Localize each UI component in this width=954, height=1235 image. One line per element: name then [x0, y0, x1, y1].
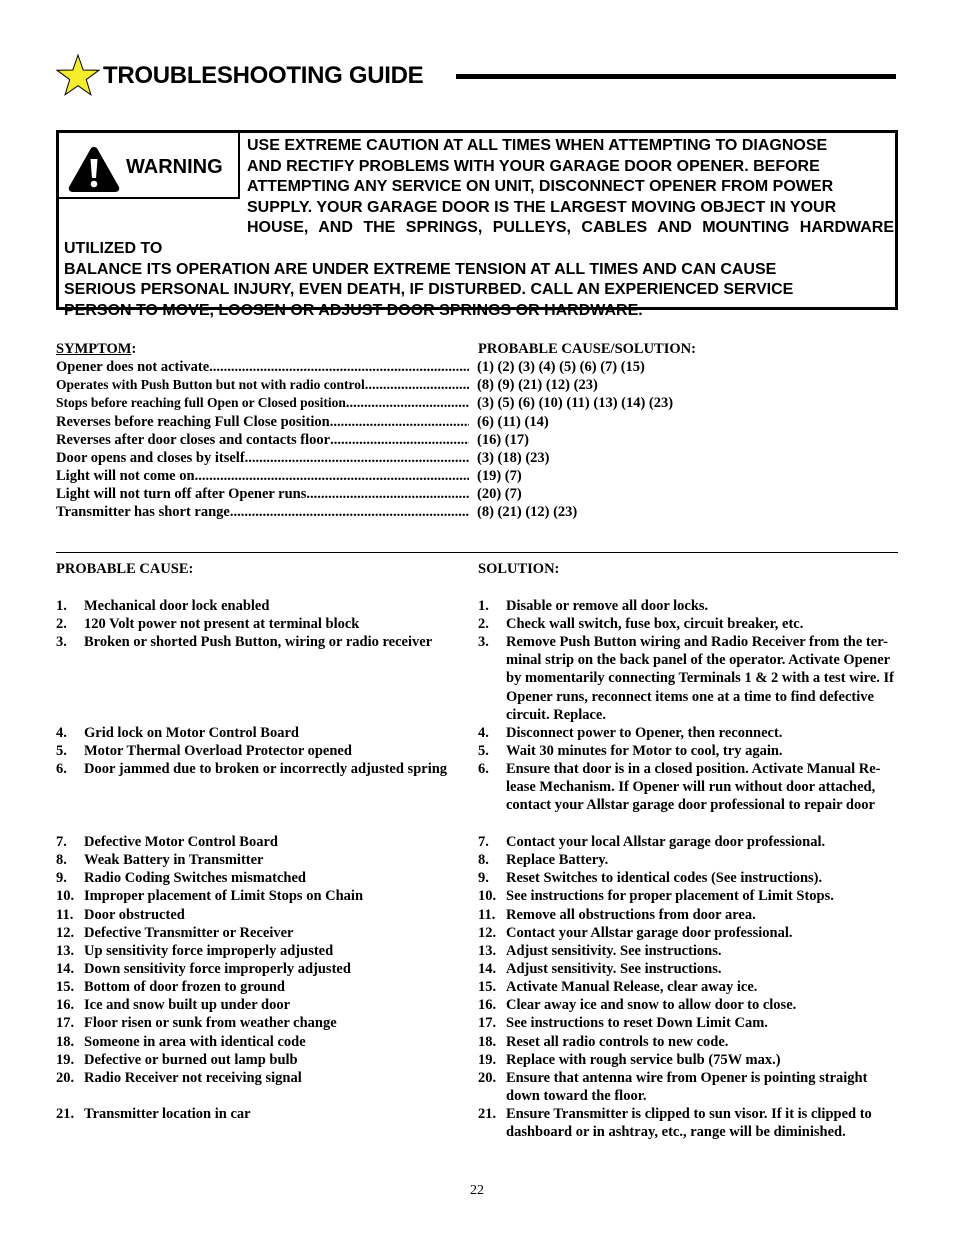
symptom-text: Operates with Push Button but not with radio control: [56, 377, 365, 392]
symptom-text: Reverses before reaching Full Close position: [56, 414, 330, 430]
symptom-row: [56, 377, 916, 395]
symptom-text: Opener does not activate: [56, 359, 210, 375]
warning-line: HOUSE, AND THE SPRINGS, PULLEYS, CABLES AND MOUNTING HARDWARE UTILIZED TO: [64, 219, 894, 257]
symptom-codes: (3) (18) (23): [477, 450, 550, 466]
symptom-text: Light will not come on: [56, 468, 195, 484]
warning-box: [56, 130, 898, 319]
symptom-text: Light will not turn off after Opener runs: [56, 486, 307, 502]
warning-line: SUPPLY. YOUR GARAGE DOOR IS THE LARGEST MOVING OBJECT IN YOUR: [247, 198, 837, 216]
cause-solution-header: PROBABLE CAUSE/SOLUTION:: [478, 341, 696, 357]
symptom-text: Transmitter has short range: [56, 504, 230, 520]
symptom-header-label: SYMPTOM: [56, 341, 132, 357]
probable-cause-header: PROBABLE CAUSE:: [56, 561, 194, 577]
title-rule: [456, 74, 896, 79]
symptom-text: Reverses after door closes and contacts floor: [56, 432, 331, 448]
symptom-text: Stops before reaching full Open or Closed position: [56, 395, 346, 410]
warning-line: USE EXTREME CAUTION AT ALL TIMES WHEN ATTEMPTING TO DIAGNOSE: [247, 137, 828, 154]
symptom-row: [56, 395, 916, 413]
symptom-codes: (16) (17): [477, 432, 529, 448]
warning-label: WARNING: [126, 156, 223, 178]
symptom-row: [56, 486, 916, 504]
symptom-row: [56, 359, 916, 377]
section-divider: [56, 552, 898, 553]
symptom-row: [56, 432, 916, 450]
symptom-row: [56, 450, 916, 468]
warning-text: [64, 136, 894, 321]
warning-line: AND RECTIFY PROBLEMS WITH YOUR GARAGE DOOR OPENER. BEFORE: [247, 157, 820, 175]
page-number: 22: [470, 1183, 484, 1198]
symptom-codes: (8) (9) (21) (12) (23): [477, 377, 598, 393]
warning-line: PERSON TO MOVE, LOOSEN OR ADJUST DOOR SPRINGS OR HARDWARE.: [64, 301, 643, 319]
solution-header: SOLUTION:: [478, 561, 560, 577]
symptom-codes: (20) (7): [477, 486, 522, 502]
symptom-codes: (19) (7): [477, 468, 522, 484]
symptom-codes: (3) (5) (6) (10) (11) (13) (14) (23): [477, 395, 674, 411]
page-header: [56, 54, 898, 100]
warning-line: ATTEMPTING ANY SERVICE ON UNIT, DISCONNECT OPENER FROM POWER: [247, 178, 834, 196]
page-title: TROUBLESHOOTING GUIDE: [103, 62, 424, 89]
symptom-codes: (6) (11) (14): [477, 414, 549, 430]
symptom-text: Door opens and closes by itself: [56, 450, 245, 466]
symptom-codes: (1) (2) (3) (4) (5) (6) (7) (15): [477, 359, 645, 375]
symptom-header: [56, 341, 136, 358]
warning-line: BALANCE ITS OPERATION ARE UNDER EXTREME TENSION AT ALL TIMES AND CAN CAUSE: [64, 260, 777, 278]
symptom-row: [56, 414, 916, 432]
star-icon: [56, 54, 100, 98]
warning-line: SERIOUS PERSONAL INJURY, EVEN DEATH, IF DISTURBED. CALL AN EXPERIENCED SERVICE: [64, 281, 794, 299]
symptom-codes: (8) (21) (12) (23): [477, 504, 578, 520]
symptom-row: [56, 468, 916, 486]
symptom-row: [56, 504, 916, 522]
symptom-header-colon: :: [131, 341, 137, 357]
